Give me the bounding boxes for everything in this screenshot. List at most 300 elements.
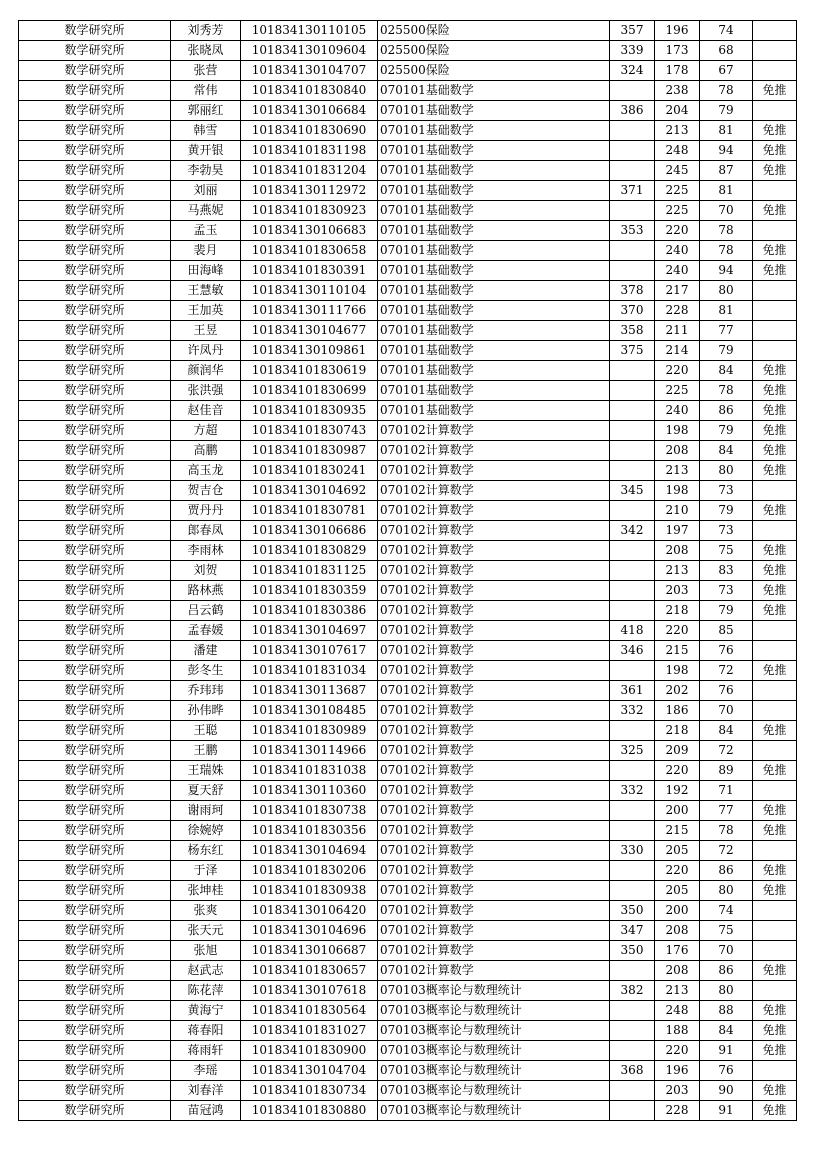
total-score-cell: 78 [700,821,753,841]
initial-score-cell [610,1101,655,1121]
table-row [19,741,797,761]
remark-cell [753,301,797,321]
total-score-cell: 84 [700,361,753,381]
name-cell: 贺吉仓 [171,481,241,501]
retest-score-cell: 220 [655,361,700,381]
retest-score-cell: 178 [655,61,700,81]
major-cell: 070101基础数学 [378,141,610,161]
institute-cell: 数学研究所 [19,201,171,221]
initial-score-cell [610,661,655,681]
table-row [19,901,797,921]
exam-id-cell: 101834130114966 [241,741,378,761]
name-cell: 于泽 [171,861,241,881]
total-score-cell: 72 [700,661,753,681]
retest-score-cell: 248 [655,1001,700,1021]
institute-cell: 数学研究所 [19,121,171,141]
total-score-cell: 77 [700,801,753,821]
name-cell: 刘春洋 [171,1081,241,1101]
remark-cell: 免推 [753,161,797,181]
name-cell: 刘丽 [171,181,241,201]
total-score-cell: 71 [700,781,753,801]
major-cell: 070102计算数学 [378,861,610,881]
name-cell: 彭冬生 [171,661,241,681]
major-cell: 070101基础数学 [378,301,610,321]
exam-id-cell: 101834130104697 [241,621,378,641]
initial-score-cell [610,1081,655,1101]
initial-score-cell [610,81,655,101]
major-cell: 070103概率论与数理统计 [378,1041,610,1061]
exam-id-cell: 101834101830206 [241,861,378,881]
major-cell: 070101基础数学 [378,361,610,381]
exam-id-cell: 101834130106420 [241,901,378,921]
major-cell: 070103概率论与数理统计 [378,1021,610,1041]
name-cell: 韩雪 [171,121,241,141]
institute-cell: 数学研究所 [19,861,171,881]
table-row [19,521,797,541]
exam-id-cell: 101834130112972 [241,181,378,201]
table-row [19,1081,797,1101]
institute-cell: 数学研究所 [19,721,171,741]
total-score-cell: 79 [700,341,753,361]
remark-cell: 免推 [753,601,797,621]
major-cell: 070101基础数学 [378,341,610,361]
exam-id-cell: 101834101830829 [241,541,378,561]
major-cell: 070101基础数学 [378,261,610,281]
major-cell: 070102计算数学 [378,841,610,861]
name-cell: 郭丽红 [171,101,241,121]
institute-cell: 数学研究所 [19,101,171,121]
institute-cell: 数学研究所 [19,561,171,581]
table-row [19,961,797,981]
institute-cell: 数学研究所 [19,761,171,781]
total-score-cell: 86 [700,401,753,421]
name-cell: 王昱 [171,321,241,341]
major-cell: 070102计算数学 [378,581,610,601]
institute-cell: 数学研究所 [19,1041,171,1061]
institute-cell: 数学研究所 [19,241,171,261]
name-cell: 孟春媛 [171,621,241,641]
total-score-cell: 72 [700,841,753,861]
table-row [19,201,797,221]
total-score-cell: 84 [700,721,753,741]
remark-cell [753,61,797,81]
retest-score-cell: 213 [655,461,700,481]
table-row [19,821,797,841]
total-score-cell: 78 [700,81,753,101]
total-score-cell: 73 [700,581,753,601]
institute-cell: 数学研究所 [19,601,171,621]
table-row [19,181,797,201]
initial-score-cell [610,421,655,441]
name-cell: 裴月 [171,241,241,261]
name-cell: 吕云鹤 [171,601,241,621]
initial-score-cell [610,561,655,581]
retest-score-cell: 198 [655,481,700,501]
retest-score-cell: 220 [655,761,700,781]
table-row [19,501,797,521]
initial-score-cell [610,201,655,221]
institute-cell: 数学研究所 [19,401,171,421]
exam-id-cell: 101834101830359 [241,581,378,601]
initial-score-cell [610,261,655,281]
major-cell: 070102计算数学 [378,761,610,781]
total-score-cell: 83 [700,561,753,581]
initial-score-cell [610,1001,655,1021]
institute-cell: 数学研究所 [19,361,171,381]
institute-cell: 数学研究所 [19,161,171,181]
major-cell: 070102计算数学 [378,821,610,841]
remark-cell: 免推 [753,401,797,421]
major-cell: 070101基础数学 [378,321,610,341]
total-score-cell: 80 [700,881,753,901]
exam-id-cell: 101834101831125 [241,561,378,581]
retest-score-cell: 220 [655,861,700,881]
table-row [19,441,797,461]
institute-cell: 数学研究所 [19,181,171,201]
name-cell: 苗冠鸿 [171,1101,241,1121]
exam-id-cell: 101834101830690 [241,121,378,141]
name-cell: 王瑞姝 [171,761,241,781]
major-cell: 070102计算数学 [378,721,610,741]
remark-cell: 免推 [753,661,797,681]
major-cell: 070101基础数学 [378,241,610,261]
exam-id-cell: 101834130104704 [241,1061,378,1081]
institute-cell: 数学研究所 [19,481,171,501]
table-row [19,281,797,301]
name-cell: 张旭 [171,941,241,961]
initial-score-cell: 386 [610,101,655,121]
institute-cell: 数学研究所 [19,381,171,401]
major-cell: 070102计算数学 [378,421,610,441]
retest-score-cell: 225 [655,181,700,201]
retest-score-cell: 192 [655,781,700,801]
table-row [19,21,797,41]
retest-score-cell: 228 [655,1101,700,1121]
remark-cell: 免推 [753,721,797,741]
total-score-cell: 84 [700,1021,753,1041]
major-cell: 070102计算数学 [378,921,610,941]
initial-score-cell [610,541,655,561]
retest-score-cell: 220 [655,221,700,241]
name-cell: 陈花萍 [171,981,241,1001]
table-row [19,81,797,101]
retest-score-cell: 208 [655,541,700,561]
initial-score-cell [610,461,655,481]
exam-id-cell: 101834130107618 [241,981,378,1001]
total-score-cell: 87 [700,161,753,181]
initial-score-cell [610,801,655,821]
major-cell: 070102计算数学 [378,781,610,801]
retest-score-cell: 200 [655,901,700,921]
exam-id-cell: 101834130109604 [241,41,378,61]
total-score-cell: 72 [700,741,753,761]
total-score-cell: 84 [700,441,753,461]
initial-score-cell: 370 [610,301,655,321]
retest-score-cell: 205 [655,841,700,861]
total-score-cell: 86 [700,861,753,881]
remark-cell: 免推 [753,1101,797,1121]
initial-score-cell [610,961,655,981]
remark-cell: 免推 [753,421,797,441]
retest-score-cell: 205 [655,881,700,901]
total-score-cell: 73 [700,481,753,501]
initial-score-cell [610,821,655,841]
table-row [19,1021,797,1041]
initial-score-cell [610,1021,655,1041]
name-cell: 李瑶 [171,1061,241,1081]
retest-score-cell: 240 [655,261,700,281]
major-cell: 070101基础数学 [378,161,610,181]
retest-score-cell: 225 [655,201,700,221]
initial-score-cell [610,121,655,141]
admission-table [18,20,797,1121]
exam-id-cell: 101834101831198 [241,141,378,161]
name-cell: 李雨林 [171,541,241,561]
initial-score-cell [610,861,655,881]
remark-cell [753,701,797,721]
major-cell: 070102计算数学 [378,461,610,481]
exam-id-cell: 101834101830241 [241,461,378,481]
major-cell: 070101基础数学 [378,121,610,141]
table-row [19,101,797,121]
name-cell: 徐婉婷 [171,821,241,841]
major-cell: 070102计算数学 [378,901,610,921]
exam-id-cell: 101834101830699 [241,381,378,401]
table-row [19,1001,797,1021]
retest-score-cell: 176 [655,941,700,961]
institute-cell: 数学研究所 [19,1021,171,1041]
table-row [19,541,797,561]
table-row [19,321,797,341]
major-cell: 070102计算数学 [378,541,610,561]
initial-score-cell [610,241,655,261]
initial-score-cell: 368 [610,1061,655,1081]
retest-score-cell: 198 [655,421,700,441]
name-cell: 张晓凤 [171,41,241,61]
remark-cell: 免推 [753,201,797,221]
name-cell: 田海峰 [171,261,241,281]
institute-cell: 数学研究所 [19,881,171,901]
institute-cell: 数学研究所 [19,541,171,561]
remark-cell [753,621,797,641]
initial-score-cell: 378 [610,281,655,301]
institute-cell: 数学研究所 [19,821,171,841]
table-row [19,781,797,801]
initial-score-cell: 350 [610,901,655,921]
institute-cell: 数学研究所 [19,21,171,41]
exam-id-cell: 101834101830657 [241,961,378,981]
name-cell: 许凤丹 [171,341,241,361]
retest-score-cell: 213 [655,561,700,581]
exam-id-cell: 101834130109861 [241,341,378,361]
table-row [19,1041,797,1061]
institute-cell: 数学研究所 [19,681,171,701]
remark-cell: 免推 [753,461,797,481]
name-cell: 乔玮玮 [171,681,241,701]
remark-cell: 免推 [753,881,797,901]
name-cell: 马燕妮 [171,201,241,221]
table-row [19,481,797,501]
total-score-cell: 74 [700,901,753,921]
remark-cell [753,341,797,361]
name-cell: 高玉龙 [171,461,241,481]
table-row [19,121,797,141]
initial-score-cell [610,581,655,601]
initial-score-cell [610,721,655,741]
institute-cell: 数学研究所 [19,841,171,861]
table-row [19,761,797,781]
retest-score-cell: 208 [655,921,700,941]
remark-cell [753,1061,797,1081]
exam-id-cell: 101834101830743 [241,421,378,441]
retest-score-cell: 204 [655,101,700,121]
name-cell: 黄海宁 [171,1001,241,1021]
initial-score-cell: 418 [610,621,655,641]
total-score-cell: 80 [700,281,753,301]
name-cell: 孙伟晔 [171,701,241,721]
retest-score-cell: 217 [655,281,700,301]
major-cell: 070102计算数学 [378,621,610,641]
total-score-cell: 76 [700,681,753,701]
retest-score-cell: 214 [655,341,700,361]
remark-cell [753,321,797,341]
name-cell: 张天元 [171,921,241,941]
initial-score-cell: 330 [610,841,655,861]
retest-score-cell: 220 [655,621,700,641]
exam-id-cell: 101834101830781 [241,501,378,521]
exam-id-cell: 101834130106686 [241,521,378,541]
institute-cell: 数学研究所 [19,941,171,961]
name-cell: 蒋春阳 [171,1021,241,1041]
total-score-cell: 77 [700,321,753,341]
table-row [19,41,797,61]
remark-cell: 免推 [753,81,797,101]
initial-score-cell: 332 [610,781,655,801]
exam-id-cell: 101834130106683 [241,221,378,241]
initial-score-cell [610,881,655,901]
institute-cell: 数学研究所 [19,1001,171,1021]
table-row [19,1101,797,1121]
initial-score-cell: 350 [610,941,655,961]
name-cell: 张坤桂 [171,881,241,901]
name-cell: 潘建 [171,641,241,661]
exam-id-cell: 101834101831204 [241,161,378,181]
table-row [19,921,797,941]
remark-cell: 免推 [753,561,797,581]
name-cell: 夏天舒 [171,781,241,801]
major-cell: 070101基础数学 [378,381,610,401]
initial-score-cell: 346 [610,641,655,661]
total-score-cell: 80 [700,461,753,481]
institute-cell: 数学研究所 [19,61,171,81]
exam-id-cell: 101834130107617 [241,641,378,661]
retest-score-cell: 215 [655,821,700,841]
name-cell: 高鹏 [171,441,241,461]
initial-score-cell: 339 [610,41,655,61]
institute-cell: 数学研究所 [19,421,171,441]
exam-id-cell: 101834101831034 [241,661,378,681]
institute-cell: 数学研究所 [19,141,171,161]
table-row [19,161,797,181]
major-cell: 070102计算数学 [378,941,610,961]
name-cell: 王慧敏 [171,281,241,301]
table-row [19,421,797,441]
exam-id-cell: 101834101830386 [241,601,378,621]
major-cell: 070102计算数学 [378,741,610,761]
table-row [19,361,797,381]
total-score-cell: 80 [700,981,753,1001]
total-score-cell: 89 [700,761,753,781]
remark-cell: 免推 [753,241,797,261]
initial-score-cell: 357 [610,21,655,41]
major-cell: 070102计算数学 [378,801,610,821]
initial-score-cell: 371 [610,181,655,201]
exam-id-cell: 101834130106687 [241,941,378,961]
major-cell: 070103概率论与数理统计 [378,1001,610,1021]
retest-score-cell: 196 [655,1061,700,1081]
major-cell: 025500保险 [378,41,610,61]
retest-score-cell: 220 [655,1041,700,1061]
initial-score-cell: 347 [610,921,655,941]
name-cell: 张营 [171,61,241,81]
initial-score-cell [610,1041,655,1061]
total-score-cell: 85 [700,621,753,641]
major-cell: 070101基础数学 [378,181,610,201]
remark-cell: 免推 [753,1081,797,1101]
table-row [19,561,797,581]
institute-cell: 数学研究所 [19,701,171,721]
major-cell: 070102计算数学 [378,601,610,621]
institute-cell: 数学研究所 [19,321,171,341]
table-row [19,801,797,821]
name-cell: 赵武志 [171,961,241,981]
exam-id-cell: 101834130104707 [241,61,378,81]
institute-cell: 数学研究所 [19,741,171,761]
name-cell: 黄开银 [171,141,241,161]
table-row [19,841,797,861]
remark-cell: 免推 [753,501,797,521]
exam-id-cell: 101834130104677 [241,321,378,341]
total-score-cell: 76 [700,641,753,661]
major-cell: 070102计算数学 [378,501,610,521]
table-row [19,621,797,641]
institute-cell: 数学研究所 [19,621,171,641]
institute-cell: 数学研究所 [19,581,171,601]
table-row [19,381,797,401]
remark-cell [753,41,797,61]
total-score-cell: 78 [700,241,753,261]
name-cell: 杨东红 [171,841,241,861]
initial-score-cell: 325 [610,741,655,761]
total-score-cell: 94 [700,261,753,281]
exam-id-cell: 101834101830935 [241,401,378,421]
retest-score-cell: 208 [655,961,700,981]
total-score-cell: 75 [700,541,753,561]
name-cell: 颜润华 [171,361,241,381]
total-score-cell: 91 [700,1041,753,1061]
major-cell: 070102计算数学 [378,701,610,721]
major-cell: 070103概率论与数理统计 [378,1061,610,1081]
institute-cell: 数学研究所 [19,461,171,481]
initial-score-cell [610,161,655,181]
table-row [19,241,797,261]
remark-cell: 免推 [753,141,797,161]
remark-cell [753,481,797,501]
institute-cell: 数学研究所 [19,661,171,681]
institute-cell: 数学研究所 [19,301,171,321]
name-cell: 张爽 [171,901,241,921]
retest-score-cell: 245 [655,161,700,181]
